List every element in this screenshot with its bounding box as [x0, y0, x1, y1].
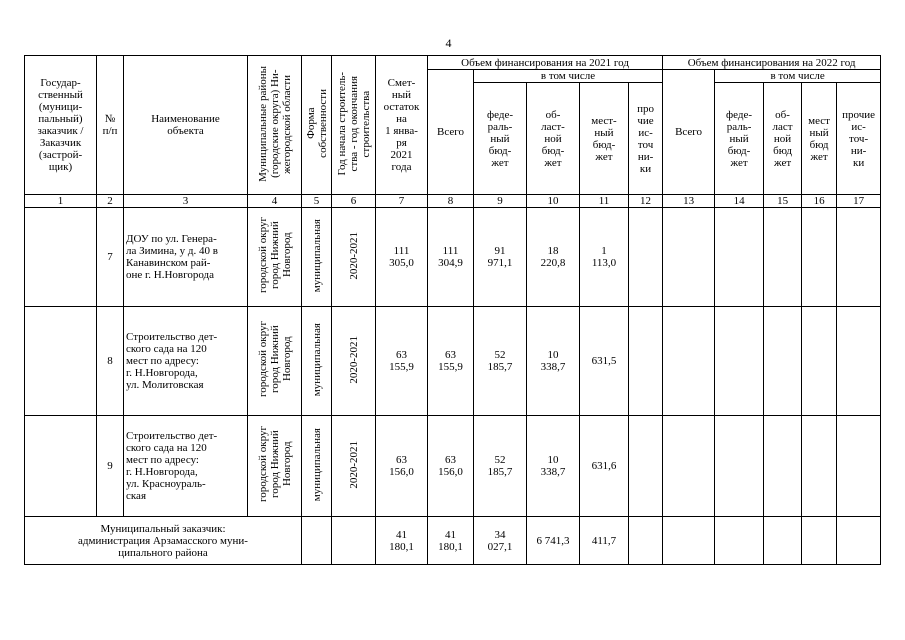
cell-total-2021: 111 304,9 [428, 208, 474, 307]
cell-federal-2022 [715, 416, 764, 517]
cell-customer [25, 416, 97, 517]
column-number-row [25, 195, 881, 208]
page-number: 4 [445, 36, 452, 50]
summary-total-2022 [663, 517, 715, 565]
cell-other-2021 [629, 416, 663, 517]
summary-ownership [302, 517, 332, 565]
header-fin-2021: Объем финансирования на 2021 год [428, 56, 663, 70]
header-other-2022: прочие ис- точ- ни- ки [837, 83, 881, 195]
cell-federal-2021: 52 185,7 [474, 307, 527, 416]
cell-other-2022 [837, 416, 881, 517]
col-number: 7 [376, 195, 428, 208]
cell-local-2022 [802, 416, 837, 517]
header-num: № п/п [97, 56, 124, 195]
cell-other-2022 [837, 307, 881, 416]
header-estimate: Смет- ный остаток на 1 янва- ря 2021 года [376, 56, 428, 195]
cell-object-name: ДОУ по ул. Генера- ла Зимина, у д. 40 в Канавинском рай- оне г. Н.Новгорода [124, 208, 248, 307]
col-number: 9 [474, 195, 527, 208]
col-number: 6 [332, 195, 376, 208]
header-local-2022: мест ный бюд жет [802, 83, 837, 195]
summary-estimate: 41 180,1 [376, 517, 428, 565]
cell-other-2021 [629, 208, 663, 307]
col-number: 3 [124, 195, 248, 208]
col-number: 1 [25, 195, 97, 208]
summary-regional-2021: 6 741,3 [527, 517, 580, 565]
cell-years: 2020-2021 [332, 208, 376, 307]
cell-regional-2022 [764, 208, 802, 307]
col-number: 17 [837, 195, 881, 208]
col-number: 12 [629, 195, 663, 208]
header-including-2022: в том числе [715, 70, 881, 83]
cell-estimate: 63 156,0 [376, 416, 428, 517]
cell-estimate: 111 305,0 [376, 208, 428, 307]
header-federal-2021: феде- раль- ный бюд- жет [474, 83, 527, 195]
cell-federal-2021: 52 185,7 [474, 416, 527, 517]
summary-local-2022 [802, 517, 837, 565]
summary-federal-2021: 34 027,1 [474, 517, 527, 565]
cell-federal-2022 [715, 208, 764, 307]
cell-other-2021 [629, 307, 663, 416]
cell-regional-2021: 18 220,8 [527, 208, 580, 307]
cell-local-2021: 631,6 [580, 416, 629, 517]
cell-local-2021: 1 113,0 [580, 208, 629, 307]
cell-local-2022 [802, 208, 837, 307]
cell-federal-2022 [715, 307, 764, 416]
col-number: 4 [248, 195, 302, 208]
summary-federal-2022 [715, 517, 764, 565]
cell-num: 7 [97, 208, 124, 307]
cell-customer [25, 208, 97, 307]
col-number: 16 [802, 195, 837, 208]
col-number: 14 [715, 195, 764, 208]
cell-regional-2021: 10 338,7 [527, 416, 580, 517]
col-number: 13 [663, 195, 715, 208]
header-district: Муниципальные районы (городские округа) Ни- жегородской области [248, 56, 302, 195]
cell-years: 2020-2021 [332, 307, 376, 416]
cell-customer [25, 307, 97, 416]
header-other-2021: про чие ис- точ ни- ки [629, 83, 663, 195]
cell-local-2021: 631,5 [580, 307, 629, 416]
cell-regional-2022 [764, 416, 802, 517]
cell-ownership: муниципальная [302, 208, 332, 307]
header-total-2022: Всего [663, 70, 715, 195]
cell-local-2022 [802, 307, 837, 416]
header-customer: Государ- ственный (муници- пальный) заказчик / Заказчик (застрой- щик) [25, 56, 97, 195]
table-row [25, 208, 881, 307]
summary-total-2021: 41 180,1 [428, 517, 474, 565]
header-total-2021: Всего [428, 70, 474, 195]
cell-num: 9 [97, 416, 124, 517]
cell-ownership: муниципальная [302, 416, 332, 517]
header-ownership: Форма собственности [302, 56, 332, 195]
cell-object-name: Строительство дет- ского сада на 120 мест по адресу: г. Н.Новгорода, ул. Красноураль- ская [124, 416, 248, 517]
cell-other-2022 [837, 208, 881, 307]
summary-other-2022 [837, 517, 881, 565]
cell-years: 2020-2021 [332, 416, 376, 517]
col-number: 15 [764, 195, 802, 208]
summary-local-2021: 411,7 [580, 517, 629, 565]
cell-total-2021: 63 155,9 [428, 307, 474, 416]
cell-estimate: 63 155,9 [376, 307, 428, 416]
header-local-2021: мест- ный бюд- жет [580, 83, 629, 195]
table-row [25, 307, 881, 416]
cell-federal-2021: 91 971,1 [474, 208, 527, 307]
cell-district: городской округ город Нижний Новгород [248, 208, 302, 307]
header-name: Наименование объекта [124, 56, 248, 195]
header-regional-2021: об- ласт- ной бюд- жет [527, 83, 580, 195]
col-number: 2 [97, 195, 124, 208]
col-number: 5 [302, 195, 332, 208]
cell-district: городской округ город Нижний Новгород [248, 307, 302, 416]
header-years: Год начала строитель- ства - год окончания строительства [332, 56, 376, 195]
header-regional-2022: об- ласт ной бюд жет [764, 83, 802, 195]
cell-district: городской округ город Нижний Новгород [248, 416, 302, 517]
cell-regional-2021: 10 338,7 [527, 307, 580, 416]
cell-total-2022 [663, 416, 715, 517]
cell-num: 8 [97, 307, 124, 416]
table-row [25, 416, 881, 517]
col-number: 11 [580, 195, 629, 208]
summary-label: Муниципальный заказчик: администрация Арзамасского муни- ципального района [25, 517, 302, 565]
cell-ownership: муниципальная [302, 307, 332, 416]
col-number: 8 [428, 195, 474, 208]
cell-total-2022 [663, 208, 715, 307]
summary-regional-2022 [764, 517, 802, 565]
financing-table [24, 55, 881, 565]
col-number: 10 [527, 195, 580, 208]
header-federal-2022: феде- раль- ный бюд- жет [715, 83, 764, 195]
summary-row [25, 517, 881, 565]
summary-years [332, 517, 376, 565]
summary-other-2021 [629, 517, 663, 565]
cell-object-name: Строительство дет- ского сада на 120 мест по адресу: г. Н.Новгорода, ул. Молитовская [124, 307, 248, 416]
cell-regional-2022 [764, 307, 802, 416]
cell-total-2022 [663, 307, 715, 416]
header-including-2021: в том числе [474, 70, 663, 83]
header-fin-2022: Объем финансирования на 2022 год [663, 56, 881, 70]
cell-total-2021: 63 156,0 [428, 416, 474, 517]
